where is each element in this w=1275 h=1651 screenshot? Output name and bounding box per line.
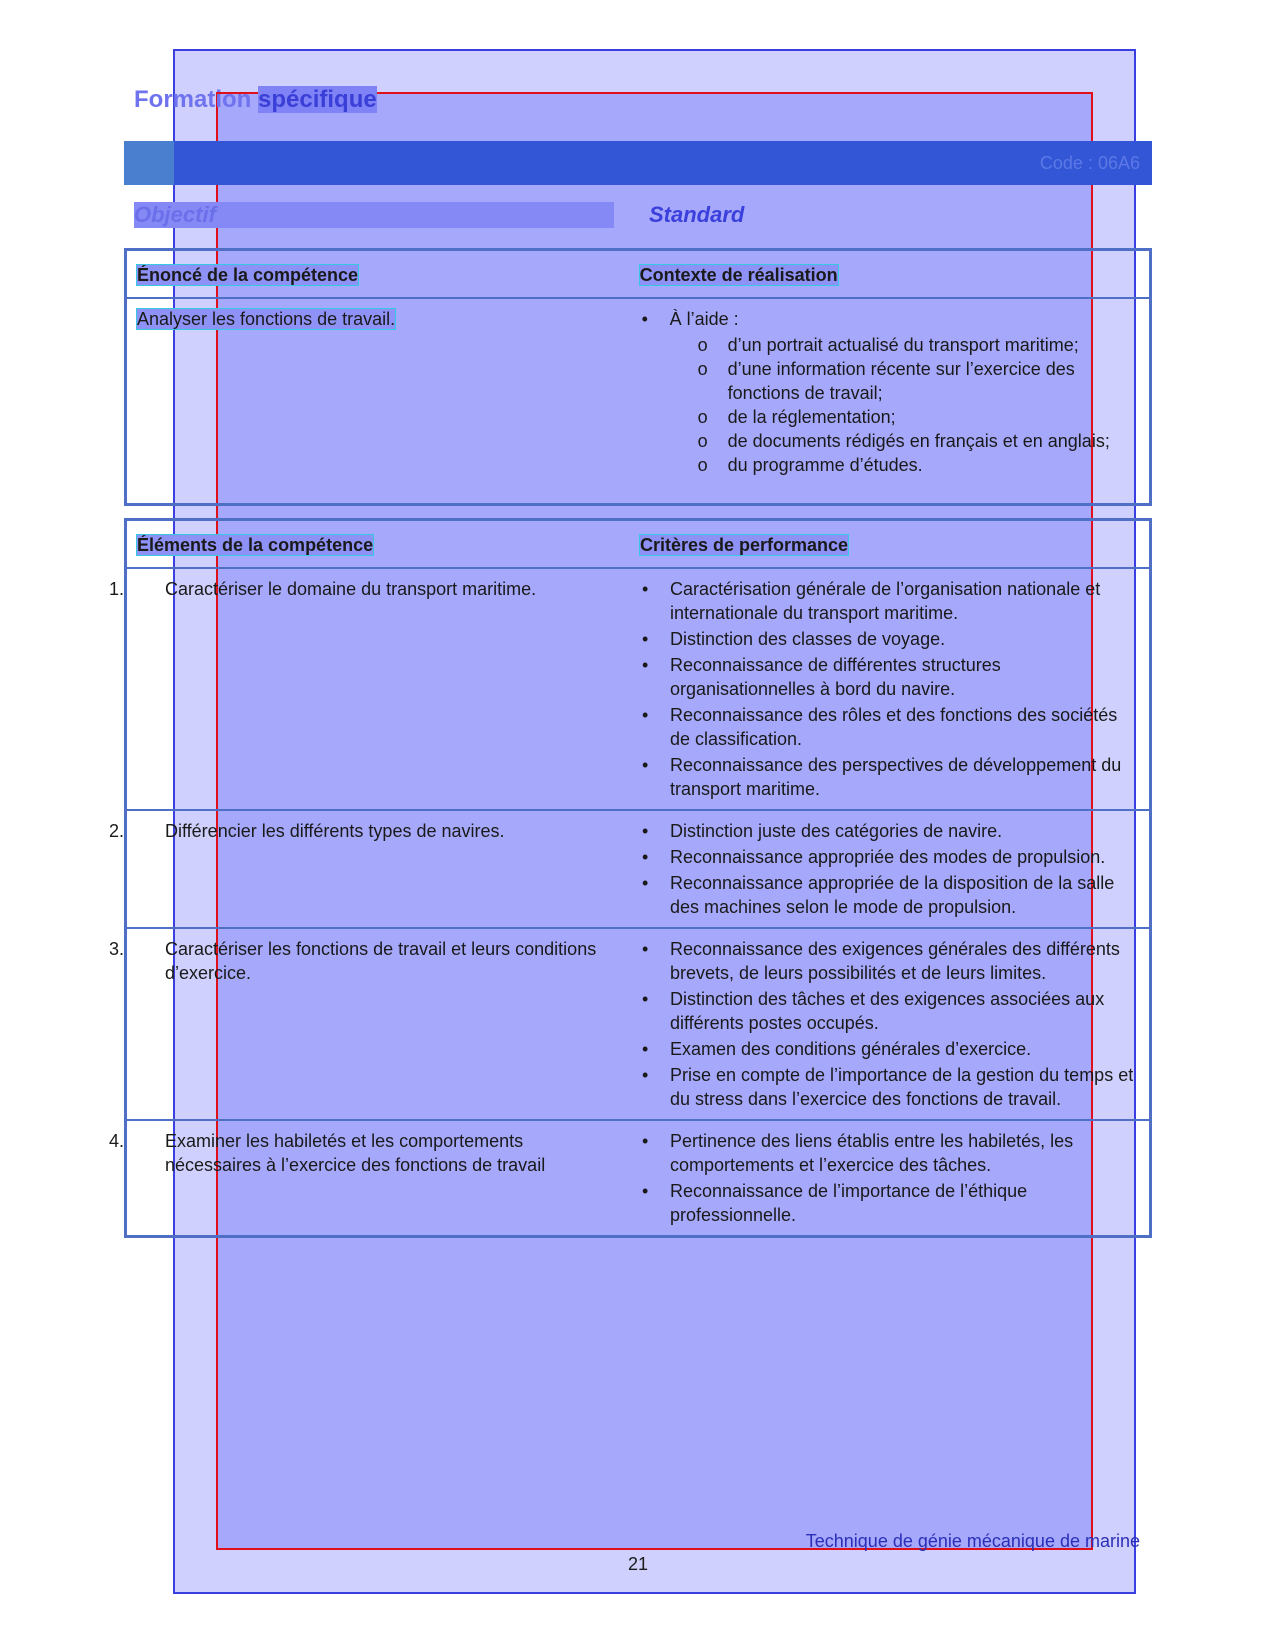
- table-row: [126, 810, 1151, 928]
- criteria-list: [640, 937, 1139, 1111]
- element-cell: 2. Différencier les différents types de navires.: [126, 810, 630, 928]
- page-number: 21: [627, 1554, 649, 1574]
- table-header-row: [126, 520, 1151, 569]
- list-item: • Reconnaissance appropriée de la disposition de la salle des machines selon le mode de propulsion.: [640, 871, 1139, 919]
- list-item: • Reconnaissance des perspectives de développement du transport maritime.: [640, 753, 1139, 801]
- page-content: [109, 0, 1152, 1651]
- list-item: • Reconnaissance de différentes structures organisationnelles à bord du navire.: [640, 653, 1139, 701]
- list-item: • Distinction des tâches et des exigences associées aux différents postes occupés.: [640, 987, 1139, 1035]
- band-accent: [124, 141, 174, 185]
- elements-table: [109, 518, 1152, 1238]
- criteria-list: [640, 1129, 1139, 1227]
- header-criteres: Critères de performance: [630, 520, 1151, 569]
- standard-heading: Standard: [649, 202, 745, 227]
- header-contexte: Contexte de réalisation: [630, 250, 1151, 299]
- criteria-list: [640, 577, 1139, 801]
- objectif-heading: Objectif: [134, 202, 614, 228]
- element-cell: 4. Examiner les habiletés et les comportements nécessaires à l’exercice des fonctions de travail: [109, 1131, 546, 1175]
- list-item: • Caractérisation générale de l’organisation nationale et internationale du transport maritime.: [640, 577, 1139, 625]
- page-title: [134, 86, 377, 114]
- list-item: • À l’aide : o d’un portrait actualisé du transport maritime; o d’une information récente sur l’exercice des fonctions de travail; o de la réglementation; o de documents rédigés en français et en anglais; o du programme d’études.: [640, 307, 1139, 477]
- list-item: • Reconnaissance appropriée des modes de propulsion.: [640, 845, 1139, 869]
- list-item: o du programme d’études.: [698, 453, 1139, 477]
- list-item: o de la réglementation;: [698, 405, 1139, 429]
- context-cell: [630, 298, 1151, 505]
- competence-table: [124, 248, 1152, 506]
- list-item: o de documents rédigés en français et en anglais;: [698, 429, 1139, 453]
- table-row: [126, 1120, 1151, 1237]
- title-part-2: spécifique: [258, 86, 377, 113]
- list-item: • Reconnaissance de l’importance de l’éthique professionnelle.: [640, 1179, 1139, 1227]
- list-item: • Pertinence des liens établis entre les habiletés, les comportements et l’exercice des tâches.: [640, 1129, 1139, 1177]
- criteria-cell: [630, 810, 1151, 928]
- header-band: [124, 141, 1152, 185]
- course-code: [1040, 153, 1140, 174]
- code-label: Code :: [1039, 153, 1093, 173]
- code-value: 06A6: [1097, 153, 1140, 173]
- table-row: [126, 568, 1151, 810]
- header-enonce: Énoncé de la compétence: [126, 250, 630, 299]
- table-row: [126, 928, 1151, 1120]
- header-elements: Éléments de la compétence: [126, 520, 630, 569]
- context-list: [640, 307, 1139, 477]
- title-part-1: Formation: [134, 86, 252, 113]
- criteria-cell: [630, 928, 1151, 1120]
- criteria-list: [640, 819, 1139, 919]
- element-cell: 3. Caractériser les fonctions de travail et leurs conditions d’exercice.: [126, 928, 630, 1120]
- list-item: • Reconnaissance des exigences générales des différents brevets, de leurs possibilités et de leurs limites.: [640, 937, 1139, 985]
- list-item: o d’un portrait actualisé du transport maritime;: [698, 333, 1139, 357]
- criteria-cell: [630, 1120, 1151, 1237]
- criteria-cell: [630, 568, 1151, 810]
- competence-statement: Analyser les fonctions de travail.: [137, 309, 396, 329]
- list-item: • Examen des conditions générales d’exercice.: [640, 1037, 1139, 1061]
- table-row: [126, 298, 1151, 505]
- context-sublist: [670, 333, 1139, 477]
- program-footer: Technique de génie mécanique de marine: [805, 1531, 1140, 1551]
- list-item: • Distinction des classes de voyage.: [640, 627, 1139, 651]
- list-item: • Distinction juste des catégories de navire.: [640, 819, 1139, 843]
- list-item: • Reconnaissance des rôles et des fonctions des sociétés de classification.: [640, 703, 1139, 751]
- list-item: o d’une information récente sur l’exercice des fonctions de travail;: [698, 357, 1139, 405]
- list-item: • Prise en compte de l’importance de la gestion du temps et du stress dans l’exercice des fonctions de travail.: [640, 1063, 1139, 1111]
- table-header-row: [126, 250, 1151, 299]
- element-cell: 1. Caractériser le domaine du transport maritime.: [126, 568, 630, 810]
